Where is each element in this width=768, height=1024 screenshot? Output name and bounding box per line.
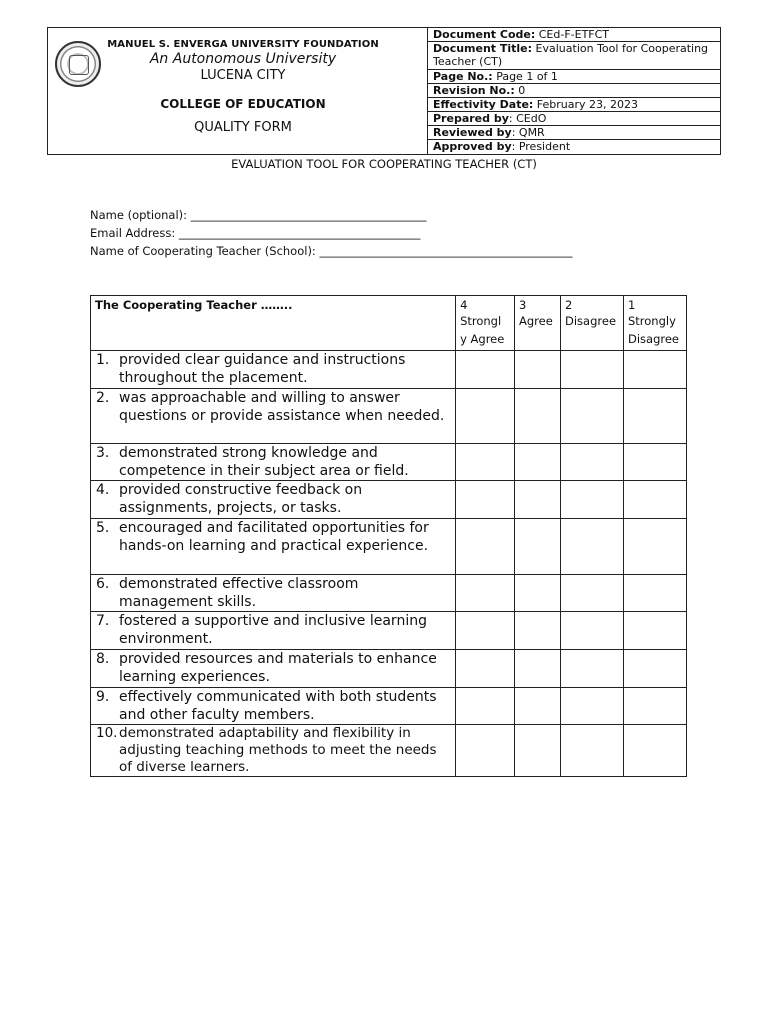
item-cell <box>91 351 456 389</box>
item-number: 10. <box>96 725 118 741</box>
rating-cell-4[interactable] <box>456 575 515 612</box>
meta-value: Page 1 of 1 <box>492 70 558 83</box>
institution-block <box>48 28 428 154</box>
meta-value: : President <box>511 140 571 153</box>
meta-value: 0 <box>514 84 526 97</box>
rating-cell-1[interactable] <box>623 650 686 688</box>
rating-cell-4[interactable] <box>456 444 515 481</box>
rating-cell-2[interactable] <box>561 481 624 519</box>
rating-cell-4[interactable] <box>456 351 515 389</box>
college-label: COLLEGE OF EDUCATION <box>160 97 326 111</box>
item-text: demonstrated adaptability and flexibility in adjusting teaching methods to meet the needs of diverse learners. <box>119 725 437 775</box>
statement-header: The Cooperating Teacher …….. <box>91 296 456 351</box>
meta-label: Page No.: <box>433 70 493 83</box>
rating-cell-1[interactable] <box>623 389 686 444</box>
meta-label: Approved by <box>433 140 512 153</box>
item-number: 8. <box>96 651 110 667</box>
rating-cell-3[interactable] <box>515 575 561 612</box>
table-row <box>91 725 687 777</box>
item-cell <box>91 444 456 481</box>
item-number: 4. <box>96 482 110 498</box>
rating-cell-2[interactable] <box>561 725 624 777</box>
rating-cell-2[interactable] <box>561 389 624 444</box>
rating-cell-4[interactable] <box>456 612 515 650</box>
email-field[interactable]: Email Address: __________________________________________ <box>90 226 421 240</box>
item-number: 5. <box>96 520 110 536</box>
rating-cell-2[interactable] <box>561 444 624 481</box>
scale-label: Disagree <box>565 314 617 328</box>
scale-value: 2 <box>565 298 573 312</box>
rating-cell-3[interactable] <box>515 351 561 389</box>
table-row <box>91 444 687 481</box>
meta-label: Document Title: <box>433 42 533 55</box>
rating-cell-1[interactable] <box>623 519 686 575</box>
item-number: 1. <box>96 352 110 368</box>
meta-row-approved <box>428 140 720 154</box>
scale-header-4 <box>456 296 515 351</box>
rating-cell-2[interactable] <box>561 650 624 688</box>
item-text: fostered a supportive and inclusive learning environment. <box>119 613 427 647</box>
rating-cell-1[interactable] <box>623 612 686 650</box>
item-text: was approachable and willing to answer questions or provide assistance when needed. <box>119 390 445 424</box>
rating-cell-1[interactable] <box>623 688 686 725</box>
meta-value: : QMR <box>511 126 545 139</box>
meta-row-revision <box>428 84 720 98</box>
table-row <box>91 389 687 444</box>
item-cell <box>91 688 456 725</box>
item-number: 9. <box>96 689 110 705</box>
item-cell <box>91 519 456 575</box>
document-title: EVALUATION TOOL FOR COOPERATING TEACHER (CT) <box>231 157 537 171</box>
rating-cell-2[interactable] <box>561 688 624 725</box>
item-number: 2. <box>96 390 110 406</box>
meta-label: Prepared by <box>433 112 509 125</box>
meta-row-code <box>428 28 720 42</box>
scale-header-1 <box>623 296 686 351</box>
meta-row-page <box>428 70 720 84</box>
name-field[interactable]: Name (optional): _________________________________________ <box>90 208 427 222</box>
scale-header-3 <box>515 296 561 351</box>
scale-header-2 <box>561 296 624 351</box>
rating-cell-1[interactable] <box>623 444 686 481</box>
item-text: provided constructive feedback on assignments, projects, or tasks. <box>119 482 363 516</box>
rating-cell-1[interactable] <box>623 351 686 389</box>
rating-cell-3[interactable] <box>515 481 561 519</box>
rating-cell-2[interactable] <box>561 519 624 575</box>
table-row <box>91 650 687 688</box>
item-text: demonstrated effective classroom management skills. <box>119 576 359 610</box>
meta-row-prepared <box>428 112 720 126</box>
table-row <box>91 688 687 725</box>
form-type-label: QUALITY FORM <box>194 120 292 135</box>
table-row <box>91 481 687 519</box>
table-row <box>91 351 687 389</box>
rating-cell-3[interactable] <box>515 389 561 444</box>
evaluation-table <box>90 295 687 777</box>
item-cell <box>91 650 456 688</box>
foundation-name: MANUEL S. ENVERGA UNIVERSITY FOUNDATION <box>107 39 379 50</box>
document-meta <box>428 28 720 154</box>
scale-value: 4 <box>460 298 468 312</box>
rating-cell-3[interactable] <box>515 725 561 777</box>
table-row <box>91 519 687 575</box>
item-number: 3. <box>96 445 110 461</box>
rating-cell-3[interactable] <box>515 519 561 575</box>
scale-label: Strongly Disagree <box>627 314 679 346</box>
rating-cell-3[interactable] <box>515 650 561 688</box>
scale-value: 3 <box>519 298 527 312</box>
rating-cell-4[interactable] <box>456 725 515 777</box>
item-text: effectively communicated with both students and other faculty members. <box>119 689 437 723</box>
rating-cell-1[interactable] <box>623 481 686 519</box>
table-row <box>91 612 687 650</box>
meta-value: February 23, 2023 <box>533 98 639 111</box>
scale-label: Agree <box>519 314 553 328</box>
rating-cell-3[interactable] <box>515 688 561 725</box>
meta-label: Reviewed by <box>433 126 512 139</box>
rating-cell-4[interactable] <box>456 688 515 725</box>
rating-cell-2[interactable] <box>561 612 624 650</box>
meta-value: CEd-F-ETFCT <box>535 28 610 41</box>
item-cell <box>91 481 456 519</box>
table-row <box>91 575 687 612</box>
item-text: demonstrated strong knowledge and competence in their subject area or field. <box>119 445 409 479</box>
rating-cell-4[interactable] <box>456 519 515 575</box>
scale-label: Strongl y Agree <box>460 314 505 346</box>
meta-value: : CEdO <box>508 112 547 125</box>
rating-cell-3[interactable] <box>515 612 561 650</box>
rating-cell-3[interactable] <box>515 444 561 481</box>
rating-cell-4[interactable] <box>456 481 515 519</box>
meta-label: Document Code: <box>433 28 536 41</box>
rating-cell-1[interactable] <box>623 725 686 777</box>
item-text: provided clear guidance and instructions throughout the placement. <box>119 352 406 386</box>
item-cell <box>91 612 456 650</box>
rating-cell-2[interactable] <box>561 351 624 389</box>
table-header-row <box>91 296 687 351</box>
rating-cell-4[interactable] <box>456 389 515 444</box>
scale-value: 1 <box>627 298 636 312</box>
meta-row-effectivity <box>428 98 720 112</box>
rating-cell-1[interactable] <box>623 575 686 612</box>
item-number: 6. <box>96 576 110 592</box>
item-text: encouraged and facilitated opportunities for hands-on learning and practical experience. <box>119 520 429 554</box>
meta-label: Effectivity Date: <box>433 98 534 111</box>
item-cell <box>91 389 456 444</box>
rating-cell-2[interactable] <box>561 575 624 612</box>
meta-value: Evaluation Tool for Cooperating Teacher (CT) <box>433 42 709 68</box>
meta-label: Revision No.: <box>433 84 515 97</box>
city-label: LUCENA CITY <box>200 68 286 83</box>
item-text: provided resources and materials to enhance learning experiences. <box>119 651 437 685</box>
document-header <box>47 27 721 155</box>
item-number: 7. <box>96 613 110 629</box>
item-cell <box>91 575 456 612</box>
meta-row-reviewed <box>428 126 720 140</box>
item-cell <box>91 725 456 777</box>
teacher-name-field[interactable]: Name of Cooperating Teacher (School): ____________________________________________ <box>90 244 573 258</box>
meta-row-title <box>428 42 720 70</box>
rating-cell-4[interactable] <box>456 650 515 688</box>
autonomous-label: An Autonomous University <box>149 51 337 67</box>
